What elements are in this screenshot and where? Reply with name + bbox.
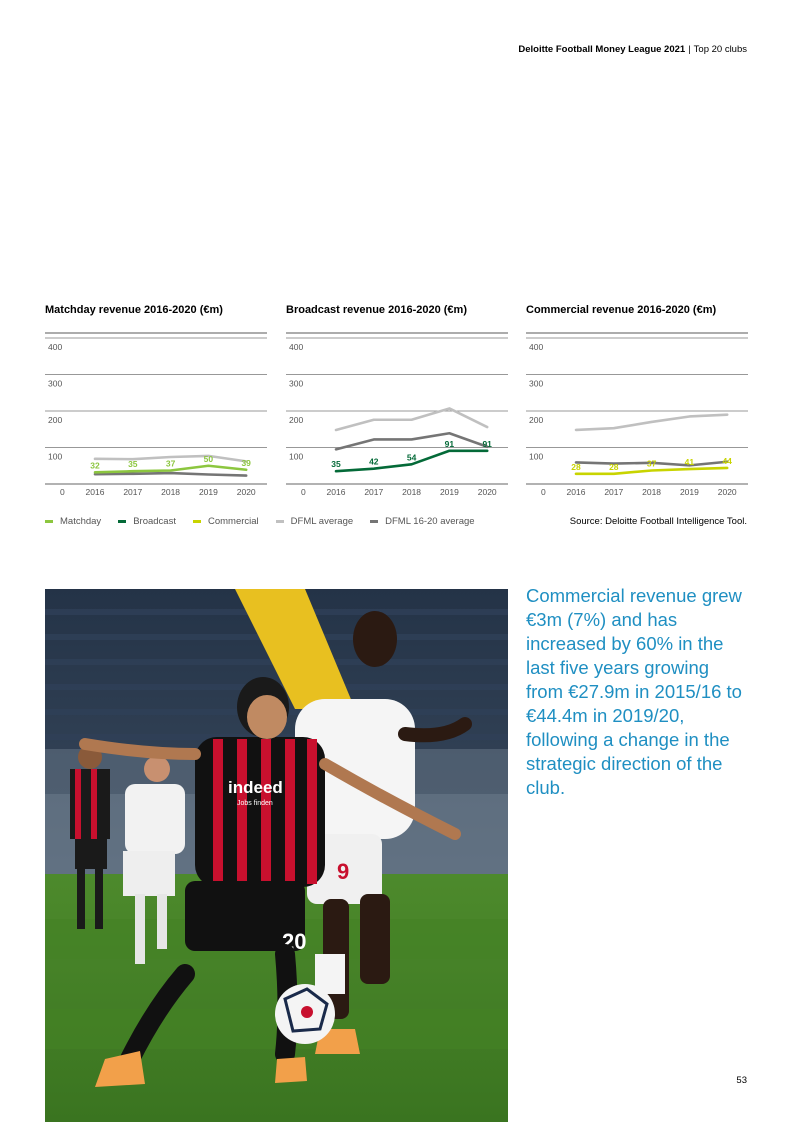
legend-swatch [193, 520, 201, 523]
legend-swatch [370, 520, 378, 523]
matchday-chart-plot [45, 328, 267, 508]
legend-item-dfml-average [276, 516, 353, 527]
legend-label: Broadcast [133, 516, 176, 527]
chart-title: Commercial revenue 2016-2020 (€m) [526, 304, 717, 316]
x-tick-label: 2020 [477, 487, 497, 497]
y-tick-label: 0 [60, 487, 65, 497]
legend-label: Matchday [60, 516, 102, 527]
running-header [518, 44, 747, 55]
y-tick-label: 400 [529, 342, 544, 352]
data-label: 44 [722, 455, 732, 466]
x-tick-label: 2018 [402, 487, 422, 497]
legend-swatch [276, 520, 284, 523]
data-label: 50 [203, 453, 214, 464]
legend-label: DFML 16-20 average [385, 516, 475, 527]
broadcast-revenue-chart [286, 304, 508, 504]
football-action-photo [45, 589, 508, 1122]
data-label: 28 [571, 461, 581, 472]
data-label: 54 [406, 452, 417, 463]
data-label: 42 [369, 456, 379, 467]
x-tick-label: 2016 [566, 487, 586, 497]
y-tick-label: 0 [541, 487, 546, 497]
y-tick-label: 400 [289, 342, 304, 352]
matchday-revenue-chart [45, 304, 267, 504]
data-label: 91 [482, 438, 492, 449]
chart-title: Matchday revenue 2016-2020 (€m) [45, 304, 223, 316]
y-tick-label: 300 [48, 378, 63, 389]
header-separator: | [688, 44, 691, 55]
y-tick-label: 200 [48, 415, 63, 425]
x-tick-label: 2019 [439, 487, 459, 497]
player-head [353, 611, 397, 667]
data-label: 37 [646, 458, 657, 469]
series-line-dfml-average [336, 408, 487, 430]
x-tick-label: 2020 [236, 487, 256, 497]
chart-title: Broadcast revenue 2016-2020 (€m) [286, 304, 467, 316]
x-tick-label: 2018 [161, 487, 181, 497]
y-tick-label: 300 [529, 378, 544, 389]
source-note: Source: Deloitte Football Intelligence Tool. [569, 516, 747, 527]
data-label: 35 [331, 459, 341, 470]
pull-quote: Commercial revenue grew €3m (7%) and has increased by 60% in the last five years growing from €27.9m in 2015/16 to €44.4m in 2019/20, following a change in the strategic direction of the club. [526, 585, 742, 798]
back-player-number: 9 [337, 859, 350, 884]
data-label: 28 [609, 461, 619, 472]
y-tick-label: 300 [289, 378, 304, 389]
data-label: 39 [241, 457, 251, 468]
x-tick-label: 2016 [326, 487, 346, 497]
front-player-number: 20 [282, 929, 307, 954]
y-tick-label: 100 [48, 451, 63, 462]
data-label: 37 [165, 458, 176, 469]
sponsor-tagline: Jobs finden [237, 800, 273, 807]
series-line-dfml-16-20-average [336, 433, 487, 449]
legend-label: DFML average [290, 516, 354, 527]
chart-legend [45, 516, 492, 527]
section-title: Top 20 clubs [693, 44, 747, 55]
legend-item-matchday [45, 516, 101, 527]
legend-item-dfml-16-20-average [370, 516, 474, 527]
legend-swatch [118, 520, 126, 523]
football [275, 984, 335, 1044]
y-tick-label: 100 [289, 451, 304, 462]
x-tick-label: 2018 [642, 487, 662, 497]
commercial-revenue-chart [526, 304, 748, 504]
page-number: 53 [736, 1075, 747, 1086]
legend-label: Commercial [207, 516, 259, 527]
series-line-dfml-16-20-average [95, 473, 246, 476]
series-line-commercial [576, 468, 727, 474]
x-tick-label: 2020 [717, 487, 737, 497]
y-tick-label: 400 [48, 342, 63, 352]
sponsor-logo: indeed [228, 778, 283, 797]
commercial-chart-plot [526, 328, 748, 508]
y-tick-label: 100 [529, 451, 544, 462]
legend-item-commercial [193, 516, 259, 527]
legend-item-broadcast [118, 516, 176, 527]
data-label: 35 [128, 459, 138, 470]
x-tick-label: 2017 [123, 487, 143, 497]
y-tick-label: 0 [301, 487, 306, 497]
y-tick-label: 200 [529, 415, 544, 425]
match-photo [45, 589, 508, 1122]
legend-swatch [45, 520, 53, 523]
data-label: 91 [444, 438, 455, 449]
broadcast-chart-plot [286, 328, 508, 508]
x-tick-label: 2019 [679, 487, 699, 497]
x-tick-label: 2019 [198, 487, 218, 497]
data-label: 41 [684, 457, 695, 468]
x-tick-label: 2017 [364, 487, 384, 497]
x-tick-label: 2016 [85, 487, 105, 497]
publication-title: Deloitte Football Money League 2021 [518, 44, 686, 55]
series-line-dfml-average [576, 415, 727, 430]
data-label: 32 [90, 460, 100, 471]
y-tick-label: 200 [289, 415, 304, 425]
x-tick-label: 2017 [604, 487, 624, 497]
